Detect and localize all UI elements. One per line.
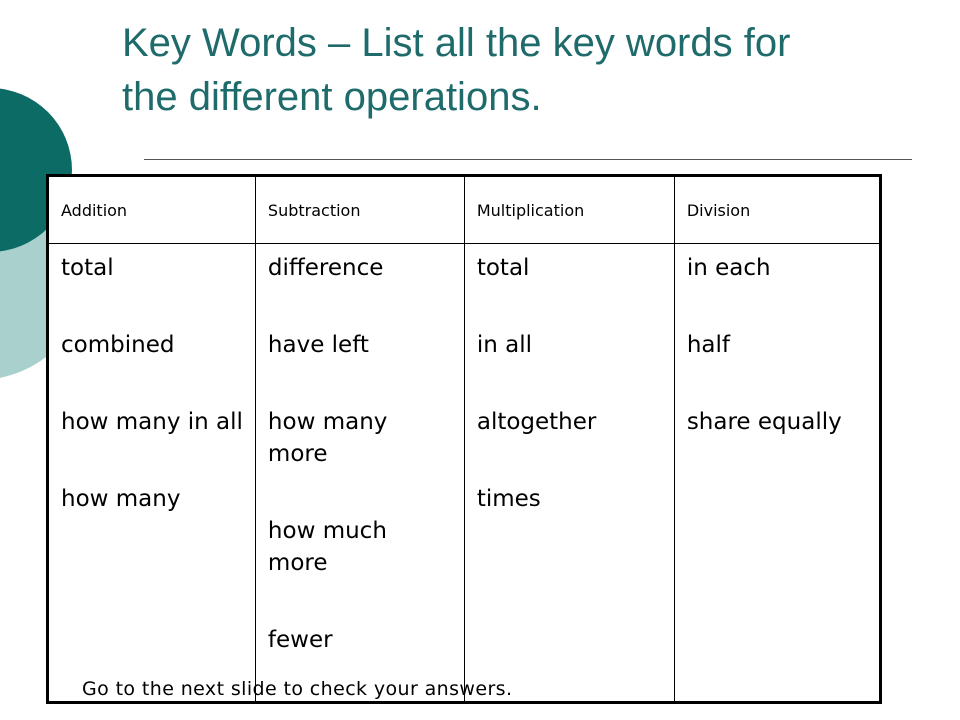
word-item: times <box>476 486 541 512</box>
addition-cell <box>48 244 256 703</box>
word-item: total <box>61 255 114 281</box>
words-row <box>48 244 881 703</box>
subtraction-word-list <box>268 252 452 656</box>
footer-note: Go to the next slide to check your answers. <box>82 678 513 700</box>
word-item: altogether <box>476 409 597 435</box>
header-multiplication: Multiplication <box>464 176 674 244</box>
title-divider <box>144 159 912 160</box>
word-item: total <box>476 255 530 281</box>
multiplication-word-list <box>477 252 662 515</box>
word-item: share equally <box>686 409 842 435</box>
subtraction-cell <box>255 244 464 703</box>
word-item: combined <box>61 332 175 358</box>
header-addition: Addition <box>48 176 256 244</box>
word-item: in all <box>476 332 532 358</box>
header-division: Division <box>674 176 880 244</box>
word-item: difference <box>267 255 384 281</box>
word-item: in each <box>686 255 771 281</box>
word-item: how many <box>61 486 181 512</box>
word-item: half <box>686 332 730 358</box>
title-line-1: Key Words – List all the key words for <box>122 21 791 65</box>
key-words-table <box>46 174 882 704</box>
multiplication-cell <box>464 244 674 703</box>
header-row <box>48 176 881 244</box>
word-item: how much more <box>267 518 387 576</box>
slide-title <box>122 16 922 124</box>
title-line-2: the different operations. <box>122 75 542 119</box>
header-subtraction: Subtraction <box>255 176 464 244</box>
division-cell <box>674 244 880 703</box>
addition-word-list <box>61 252 243 515</box>
word-item: how many more <box>267 409 388 467</box>
division-word-list <box>687 252 867 438</box>
word-item: fewer <box>267 627 333 653</box>
word-item: have left <box>267 332 369 358</box>
word-item: how many in all <box>61 409 243 435</box>
